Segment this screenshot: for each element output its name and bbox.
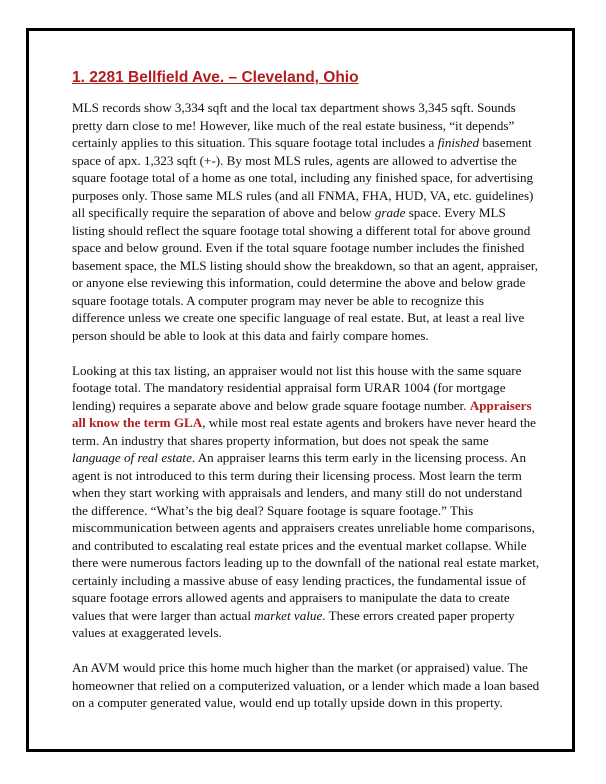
document-body [72,68,540,729]
p2-text-2: , while most real estate agents and brokers have never heard the term. An industry that shares property information, but does not speak the same [72,415,536,448]
p1-text-1: MLS records show 3,334 sqft and the local tax department shows 3,345 sqft. Sounds pretty darn close to me! However, like much of the real estate business, “it depends” certainly applies to this situation. This square footage total includes a [72,100,516,150]
paragraph-avm: An AVM would price this home much higher than the market (or appraised) value. The homeowner that relied on a computerized valuation, or a lender which made a loan based on a computer generated value, would end up totally upside down in this property. [72,660,540,710]
p1-italic-grade: grade [374,205,406,220]
p1-text-2: basement space of apx. 1,323 sqft (+-). By most MLS rules, agents are allowed to advertise the square footage total of a home as one total, including any finished space, for advertising purposes only. Those same MLS rules (and all FNMA, FHA, HUD, VA, etc. guidelines) all specifically require the separation of above and below [72,135,534,220]
paragraph-tax-listing [72,362,540,642]
p2-text-1: Looking at this tax listing, an appraiser would not list this house with the same square footage total. The mandatory residential appraisal form URAR 1004 (for mortgage lending) requires a separate above and below grade square footage number. [72,362,522,413]
p2-text-3: . An appraiser learns this term early in the licensing process. An agent is not introduced to this term during their licensing process. Most learn the term when they start working with appraisals and lenders, and many still do not understand the difference. “What’s the big deal? Square footage is square footage.” This miscommunication between agents and appraisers creates unreliable home comparisons, and contributed to escalating real estate prices and the eventual market collapse. While there were numerous factors leading up to the downfall of the national real estate market, certainly including a massive abuse of easy lending practices, the fundamental issue of square footage errors allowed agents and appraisers to manipulate the data to create values that were larger than actual [72,450,540,623]
p2-highlight-gla: Appraisers all know the term GLA [72,397,532,430]
p1-italic-finished: finished [437,135,480,150]
p2-italic-language: language of real estate [72,450,192,465]
paragraph-mls-records [72,99,540,344]
p1-text-3: space. Every MLS listing should reflect the square footage total showing a different total for above ground space and below ground. Even if the total square footage number includes the finished basement space, the MLS listing should show the breakdown, so that an agent, appraiser, or anyone else reviewing this information, could determine the above and below grade square footage totals. A computer program may never be able to recognize this difference unless we create one specific language of real estate. But, at least a real live person should be able to look at this data and fairly compare homes. [72,205,539,343]
p2-italic-market-value: market value [254,607,323,623]
p2-text-4: . These errors created paper property values at exaggerated levels. [72,607,515,640]
section-heading: 1. 2281 Bellfield Ave. – Cleveland, Ohio [72,69,359,86]
